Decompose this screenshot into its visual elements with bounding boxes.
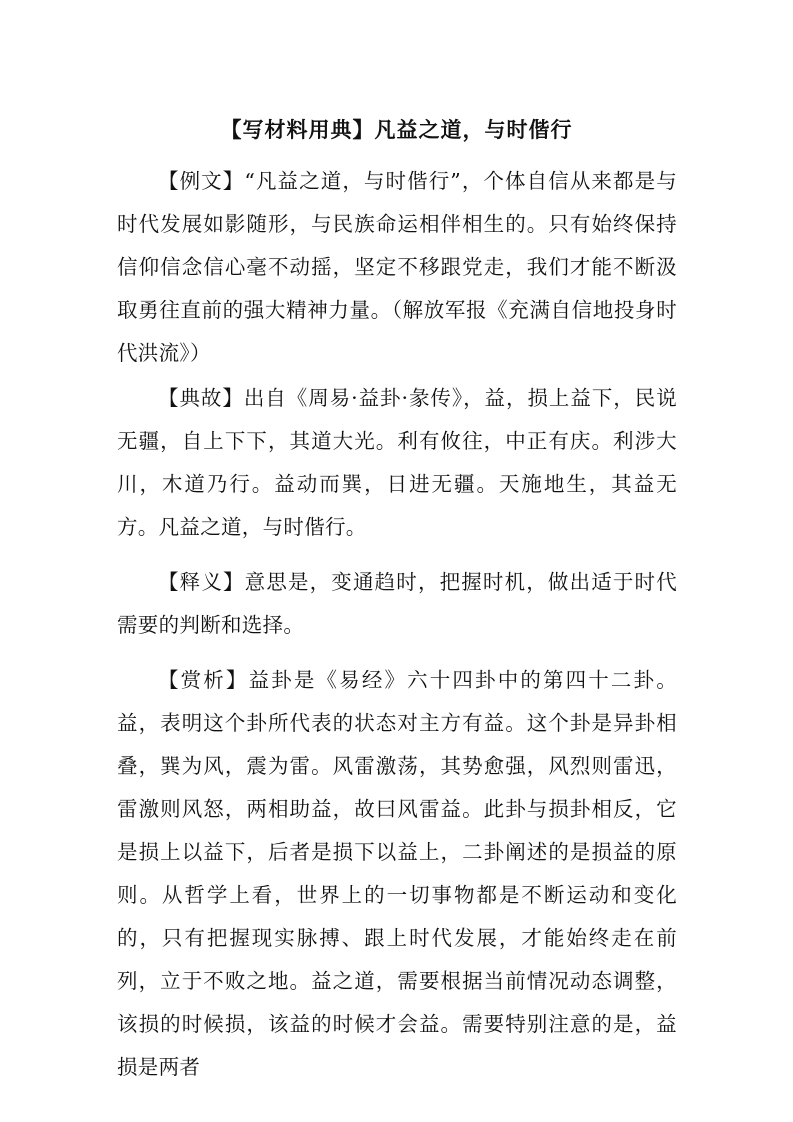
paragraph-tag: 【赏析】 — [158, 668, 249, 692]
paragraph-tag: 【例文】 — [158, 169, 245, 193]
paragraph-tag: 【释义】 — [158, 570, 245, 594]
paragraph-text: 意思是，变通趋时，把握时机，做出适于时代需要的判断和选择。 — [117, 570, 678, 637]
paragraph-text: “凡益之道，与时偕行”，个体自信从来都是与时代发展如影随形，与民族命运相伴相生的。只有始终保持信仰信念信心毫不动摇，坚定不移跟党走，我们才能不断汲取勇往直前的强大精神力量。（解放军报《充满自信地投身时代洪流》） — [117, 169, 677, 365]
paragraph-text: 益卦是《易经》六十四卦中的第四十二卦。益，表明这个卦所代表的状态对主方有益。这个卦是异卦相叠，巽为风，震为雷。风雷激荡，其势愈强，风烈则雷迅，雷激则风怒，两相助益，故曰风雷益。此卦与损卦相反，它是损上以益下，后者是损下以益上，二卦阐述的是损益的原则。从哲学上看，世界上的一切事物都是不断运动和变化的，只有把握现实脉搏、跟上时代发展，才能始终走在前列，立于不败之地。益之道，需要根据当前情况动态调整，该损的时候损，该益的时候才会益。需要特别注意的是，益损是两者 — [117, 668, 678, 1079]
paragraph-text: 出自《周易·益卦·彖传》，益，损上益下，民说无疆，自上下下，其道大光。利有攸往，中正有庆。利涉大川，木道乃行。益动而巽，日进无疆。天施地生，其益无方。凡益之道，与时偕行。 — [117, 386, 677, 539]
paragraph-example — [117, 160, 677, 375]
paragraph-allusion — [117, 377, 677, 549]
paragraph-appreciation — [117, 659, 677, 1089]
paragraph-definition — [117, 561, 677, 647]
paragraph-tag: 【典故】 — [158, 386, 244, 410]
document-title: 【写材料用典】凡益之道，与时偕行 — [220, 118, 573, 142]
